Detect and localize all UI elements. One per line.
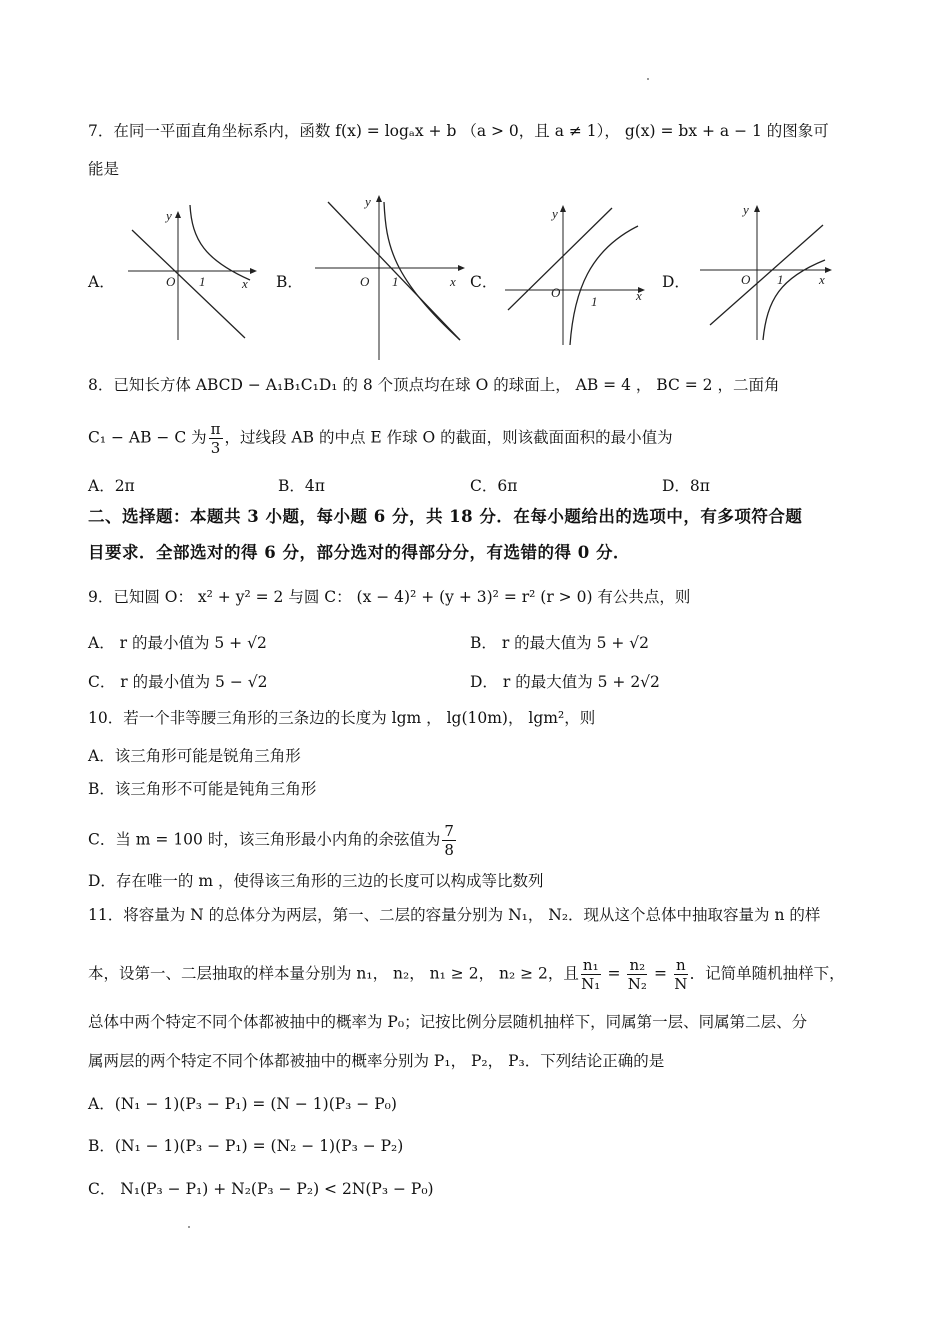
q9-option-a: A． r 的最小值为 5 + √2 (88, 634, 267, 652)
tick-one-label: 1 (392, 274, 399, 289)
q11-fraction-2 (627, 956, 647, 993)
scan-dot (188, 1226, 190, 1228)
q11-stem-line1: 11．将容量为 N 的总体分为两层，第一、二层的容量分别为 N₁， N₂．现从这个总体中抽取容量为 n 的样 (88, 906, 821, 924)
curve-f (570, 226, 638, 345)
q8-option-b: B．4π (278, 477, 325, 495)
origin-label: O (360, 274, 370, 289)
origin-label: O (741, 272, 751, 287)
q8-option-d: D．8π (662, 477, 710, 495)
axis-y-label: y (365, 194, 371, 209)
line-g (132, 230, 245, 338)
line-g (710, 225, 823, 325)
q11-stem-line3: 总体中两个特定不同个体都被抽中的概率为 P₀；记按比例分层随机抽样下，同属第一层、同属第二层、分 (88, 1013, 808, 1031)
q10-option-c-text: C．当 m = 100 时，该三角形最小内角的余弦值为 (88, 830, 441, 849)
fraction-numerator: n (675, 956, 686, 974)
q8-stem-line2 (88, 420, 673, 457)
axis-x-label: x (636, 288, 642, 303)
axis-y-label: y (166, 208, 172, 223)
origin-label: O (166, 274, 176, 289)
q7-graph-d (695, 200, 845, 350)
q7-graph-c (500, 200, 650, 350)
axis-x-label: x (450, 274, 456, 289)
line-g (328, 202, 460, 340)
fraction-numerator: 7 (444, 822, 454, 840)
q9-option-d: D． r 的最大值为 5 + 2√2 (470, 673, 660, 691)
q7-stem-line1: 7．在同一平面直角坐标系内，函数 f(x) = logₐx + b （a > 0，且 a ≠ 1）， g(x) = bx + a − 1 的图象可 (88, 122, 829, 140)
q11-option-b: B．(N₁ − 1)(P₃ − P₁) = (N₂ − 1)(P₃ − P₂) (88, 1137, 404, 1155)
q7-option-c-label: C． (470, 273, 498, 291)
fraction-denominator: N (674, 975, 688, 993)
q10-option-a: A．该三角形可能是锐角三角形 (88, 747, 301, 765)
q8-angle-fraction (209, 420, 223, 457)
axis-x-label: x (819, 272, 825, 287)
fraction-numerator: π (210, 420, 221, 438)
tick-one-label: 1 (591, 294, 598, 309)
q7-stem-line2: 能是 (88, 160, 120, 178)
q8-stem-rest: ，过线段 AB 的中点 E 作球 O 的截面，则该截面面积的最小值为 (224, 428, 673, 447)
q11-fraction-1 (581, 956, 601, 993)
q7-graph-a (120, 200, 260, 350)
q8-dihedral-label: C₁ − AB − C 为 (88, 428, 207, 447)
q8-option-c: C．6π (470, 477, 518, 495)
fraction-numerator: n₂ (629, 956, 646, 974)
fraction-numerator: n₁ (582, 956, 599, 974)
fraction-denominator: N₁ (581, 975, 601, 993)
q11-fraction-3 (674, 956, 688, 993)
fraction-denominator: N₂ (627, 975, 647, 993)
curve-f (384, 202, 460, 340)
curve-f (190, 205, 250, 280)
q10-option-c (88, 822, 458, 859)
q10-cosine-fraction (442, 822, 456, 859)
axis-x-label: x (242, 276, 248, 291)
curve-f (763, 260, 825, 340)
q11-stem-line2: 本，设第一、二层抽取的样本量分别为 n₁， n₂， n₁ ≥ 2， n₂ ≥ 2，且 $\frac{\text{n₁}}{\text{N₁}}$ = $\frac{\text{n₂}}{\text{N₂}}$ = $\frac{n}{N}$ ．记简单随机抽样下， (88, 956, 845, 993)
tick-one-label: 1 (777, 272, 784, 287)
q7-option-b-label: B． (276, 273, 303, 291)
tick-one-label: 1 (199, 274, 206, 289)
q9-option-c: C． r 的最小值为 5 − √2 (88, 673, 268, 691)
section2-heading-line2: 目要求．全部选对的得 6 分，部分选对的得部分分，有选错的得 0 分． (88, 543, 630, 562)
scan-dot (647, 78, 649, 80)
fraction-denominator: 8 (444, 841, 454, 859)
q11-line2-text: 本，设第一、二层抽取的样本量分别为 n₁， n₂， n₁ ≥ 2， n₂ ≥ 2，且 (88, 964, 579, 983)
q10-option-b: B．该三角形不可能是钝角三角形 (88, 780, 317, 798)
q11-stem-line4: 属两层的两个特定不同个体都被抽中的概率分别为 P₁， P₂， P₃．下列结论正确的是 (88, 1052, 665, 1070)
axis-y-label: y (552, 206, 558, 221)
q10-option-d: D．存在唯一的 m ，使得该三角形的三边的长度可以构成等比数列 (88, 872, 544, 890)
q8-stem-line1: 8．已知长方体 ABCD − A₁B₁C₁D₁ 的 8 个顶点均在球 O 的球面上， AB = 4 ， BC = 2 ，二面角 (88, 376, 780, 394)
section2-heading-line1: 二、选择题：本题共 3 小题，每小题 6 分，共 18 分．在每小题给出的选项中，有多项符合题 (88, 507, 803, 526)
q7-option-d-label: D． (662, 273, 690, 291)
q11-option-a: A．(N₁ − 1)(P₃ − P₁) = (N − 1)(P₃ − P₀) (88, 1095, 397, 1113)
q8-option-a: A．2π (88, 477, 135, 495)
fraction-denominator: 3 (210, 439, 221, 457)
q11-option-c: C． N₁(P₃ − P₁) + N₂(P₃ − P₂) < 2N(P₃ − P₀) (88, 1180, 434, 1198)
q11-line2-rest: ．记简单随机抽样下， (689, 964, 845, 983)
axis-y-label: y (743, 202, 749, 217)
q9-stem: 9．已知圆 O： x² + y² = 2 与圆 C： (x − 4)² + (y + 3)² = r² (r > 0) 有公共点，则 (88, 588, 691, 606)
q7-graph-b (310, 190, 470, 365)
origin-label: O (551, 285, 561, 300)
q9-option-b: B． r 的最大值为 5 + √2 (470, 634, 650, 652)
q7-option-a-label: A． (88, 273, 115, 291)
q10-stem: 10．若一个非等腰三角形的三条边的长度为 lgm ， lg(10m)， lgm²，则 (88, 709, 596, 727)
